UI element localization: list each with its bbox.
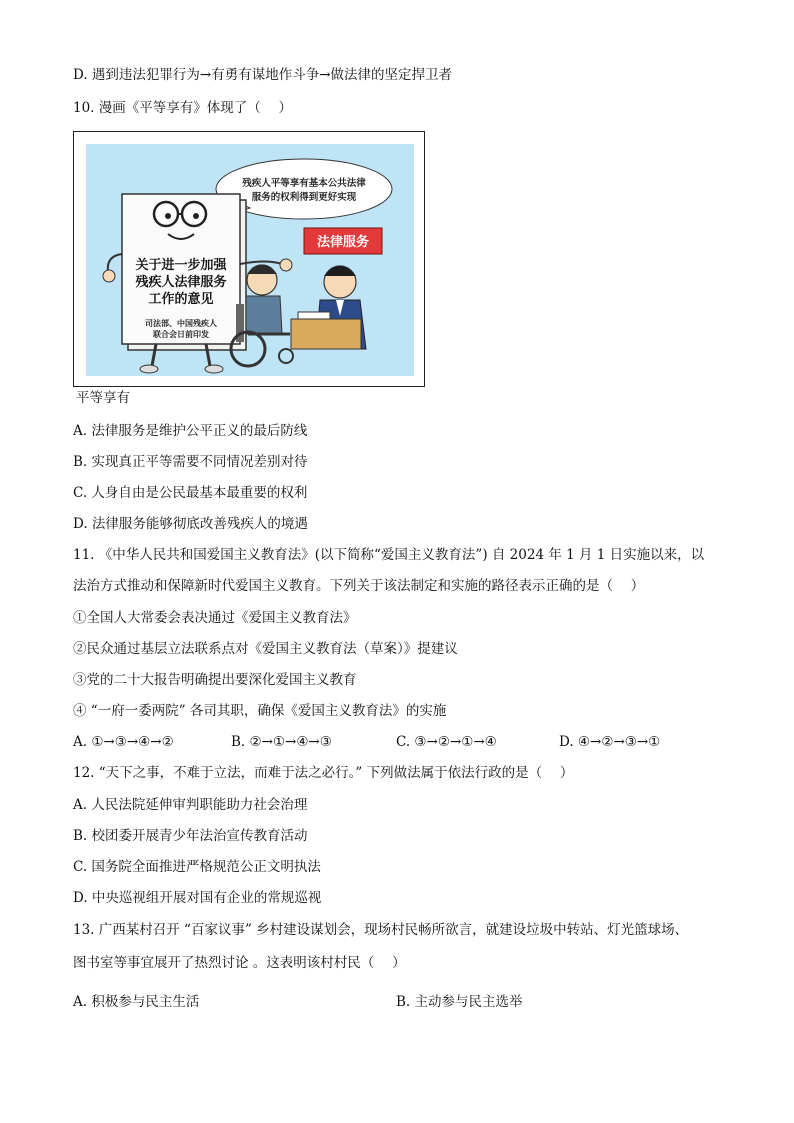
q11-item-2: ②民众通过基层立法联系点对《爱国主义教育法（草案）》提建议 (73, 641, 458, 657)
q12-option-a: A. 人民法院延伸审判职能助力社会治理 (73, 797, 308, 813)
q12-option-c: C. 国务院全面推进严格规范公正文明执法 (73, 859, 321, 875)
q10-option-a: A. 法律服务是维护公平正义的最后防线 (73, 423, 308, 439)
q11-stem-line1: 11. 《中华人民共和国爱国主义教育法》(以下简称“爱国主义教育法”) 自 2024 年 1 月 1 日实施以来，以 (73, 547, 705, 563)
q11-item-4: ④ “一府一委两院” 各司其职，确保《爱国主义教育法》的实施 (73, 703, 447, 719)
cartoon-figure (73, 131, 425, 387)
q11-item-1: ①全国人大常委会表决通过《爱国主义教育法》 (73, 610, 357, 626)
doc-title-2: 残疾人法律服务 (135, 275, 227, 290)
q10-option-b: B. 实现真正平等需要不同情况差别对待 (73, 454, 308, 470)
doc-title-3: 工作的意见 (148, 292, 214, 307)
sign-text: 法律服务 (316, 235, 370, 250)
speech-line-2: 服务的权利得到更好实现 (251, 192, 357, 203)
doc-issuer-1: 司法部、中国残疾人 (145, 319, 217, 328)
legal-service-sign (304, 228, 382, 254)
q10-option-d: D. 法律服务能够彻底改善残疾人的境遇 (73, 516, 308, 532)
q11-item-3: ③党的二十大报告明确提出要深化爱国主义教育 (73, 672, 357, 688)
cartoon-illustration (86, 144, 414, 376)
q11-option-d: D. ④→②→③→① (559, 734, 661, 750)
doc-issuer-2: 联合会日前印发 (153, 330, 209, 339)
q11-option-c: C. ③→②→①→④ (396, 734, 497, 750)
q11-option-a: A. ①→③→④→② (73, 734, 174, 750)
doc-title-1: 关于进一步加强 (135, 258, 227, 273)
cartoon-caption: 平等享有 (76, 390, 130, 406)
q10-option-c: C. 人身自由是公民最基本最重要的权利 (73, 485, 308, 501)
q13-stem-line2: 图书室等事宜展开了热烈讨论 。这表明该村村民（ ） (73, 955, 406, 971)
speech-line-1: 残疾人平等享有基本公共法律 (242, 178, 366, 189)
q12-option-b: B. 校团委开展青少年法治宣传教育活动 (73, 828, 308, 844)
q10-stem: 10. 漫画《平等享有》体现了（ ） (73, 100, 293, 116)
q12-option-d: D. 中央巡视组开展对国有企业的常规巡视 (73, 890, 322, 906)
q11-option-b: B. ②→①→④→③ (231, 734, 332, 750)
q9-option-d: D. 遇到违法犯罪行为→有勇有谋地作斗争→做法律的坚定捍卫者 (73, 67, 453, 83)
q13-stem-line1: 13. 广西某村召开 “百家议事” 乡村建设谋划会，现场村民畅所欲言，就建设垃圾中转站、灯光篮球场、 (73, 922, 689, 938)
q13-option-a: A. 积极参与民主生活 (73, 994, 200, 1010)
q11-stem-line2: 法治方式推动和保障新时代爱国主义教育。下列关于该法制定和实施的路径表示正确的是（ ） (73, 578, 645, 594)
q13-option-b: B. 主动参与民主选举 (396, 994, 523, 1010)
q12-stem: 12. “天下之事，不难于立法，而难于法之必行。” 下列做法属于依法行政的是（ ） (73, 765, 574, 781)
